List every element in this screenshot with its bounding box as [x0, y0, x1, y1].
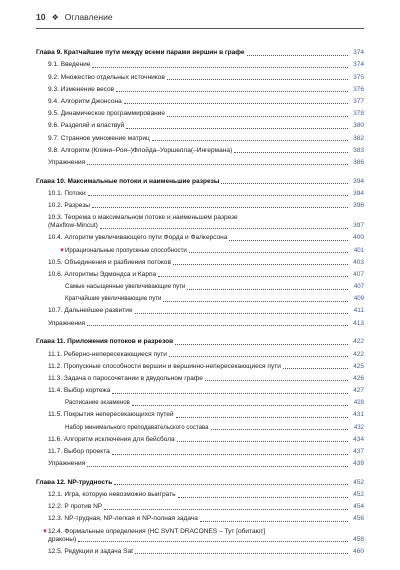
dot-leader — [189, 252, 348, 253]
toc-subentry[interactable] — [36, 419, 364, 431]
toc-entry-title: 10.1. Потоки — [48, 189, 86, 197]
toc-entry[interactable] — [36, 359, 364, 371]
dot-leader — [132, 405, 348, 406]
dot-leader — [247, 55, 348, 56]
toc-entry[interactable] — [36, 511, 364, 523]
toc-entry[interactable] — [36, 371, 364, 383]
toc-page-number: 426 — [353, 374, 364, 382]
toc-entry[interactable] — [36, 499, 364, 511]
toc-page-number: 456 — [353, 515, 364, 523]
header-page-number: 10 — [36, 12, 46, 22]
toc-entry-title: 10.4. Алгоритм увеличивающего пути Форда и Фалкерсона — [48, 234, 228, 242]
dot-leader — [177, 441, 348, 442]
toc-page-number: 375 — [353, 73, 364, 81]
toc-entry-title: Упражнения — [48, 460, 86, 468]
dot-leader — [88, 195, 348, 196]
chapter-title: Глава 10. Максимальные потоки и наименьшие разрезы — [36, 177, 220, 185]
toc-entry[interactable] — [36, 198, 364, 210]
toc-entry[interactable] — [36, 186, 364, 198]
toc-entry[interactable] — [36, 303, 364, 315]
toc-entry-title: 11.6. Алгоритм исключения для бейсбола — [48, 435, 175, 443]
toc-entry[interactable] — [36, 544, 364, 556]
dot-leader — [124, 103, 348, 104]
toc-entry-title: Набор минимального преподавательского состава — [65, 423, 209, 431]
dot-leader — [135, 313, 348, 314]
toc-entry-title: Иррациональные пропускные способности — [65, 246, 187, 254]
chapter-page-number: 394 — [353, 177, 364, 185]
dot-leader — [112, 454, 348, 455]
dot-leader — [200, 521, 348, 522]
toc-entry-title: Упражнения — [48, 158, 86, 166]
toc-page-number: 396 — [353, 201, 364, 209]
toc-entry-title: 10.3. Теорема о максимальном потоке и наименьшем разрезе — [48, 214, 238, 222]
toc-page-number: 380 — [353, 122, 364, 130]
header-separator: ❖ — [51, 13, 59, 22]
bookmark-triangle-icon: ▼ — [59, 247, 65, 254]
toc-page-number: 386 — [353, 158, 364, 166]
toc-entry[interactable] — [36, 444, 364, 456]
dot-leader — [221, 183, 348, 184]
toc-entry[interactable] — [36, 346, 364, 358]
dot-leader — [152, 140, 348, 141]
dot-leader — [135, 553, 348, 554]
toc-entry[interactable] — [36, 523, 364, 535]
toc-entry-title-continued: драконы) — [48, 535, 77, 543]
toc-entry-title: 12.1. Игра, которую невозможно выиграть — [48, 491, 176, 499]
toc-page-number: 397 — [353, 222, 364, 230]
toc-entry-title: 10.7. Дальнейшее развитие — [48, 307, 133, 315]
toc-subentry[interactable] — [36, 242, 364, 254]
toc-entry-title: 9.4. Алгоритм Джонсона — [48, 97, 122, 105]
toc-subentry[interactable] — [36, 395, 364, 407]
chapter-block — [36, 173, 364, 327]
toc-entry[interactable] — [36, 407, 364, 419]
toc-entry[interactable] — [36, 57, 364, 69]
toc-entry[interactable] — [36, 155, 364, 167]
dot-leader — [87, 325, 348, 326]
toc-page-number: 425 — [353, 362, 364, 370]
toc-page-number: 376 — [353, 85, 364, 93]
toc-page-number: 407 — [353, 283, 364, 291]
dot-leader — [92, 207, 348, 208]
chapter-page-number: 374 — [353, 49, 364, 57]
toc-entry-title: Упражнения — [48, 319, 86, 327]
dot-leader — [175, 344, 348, 345]
toc-page-number: 427 — [353, 387, 364, 395]
chapter-block — [36, 475, 364, 556]
toc-entry[interactable] — [36, 69, 364, 81]
toc-entry-title-continued: (Maxflow-Mincut) — [48, 222, 98, 230]
toc-page-number: 434 — [353, 435, 364, 443]
dot-leader — [78, 541, 348, 542]
toc-entry-title: 9.1. Введение — [48, 61, 91, 69]
dot-leader — [104, 509, 348, 510]
toc-page-number: 428 — [353, 399, 364, 407]
toc-entry[interactable] — [36, 94, 364, 106]
dot-leader — [92, 67, 348, 68]
toc-entry-title: 10.5. Объединения и разбиения потоков — [48, 258, 171, 266]
dot-leader — [116, 91, 348, 92]
toc-page-number: 407 — [353, 270, 364, 278]
toc-entry-title: Кратчайшие увеличивающие пути — [65, 295, 162, 303]
chapter-title: Глава 11. Приложения потоков и разрезов — [36, 338, 174, 346]
dot-leader — [178, 497, 349, 498]
toc-entry-title: 9.7. Странное умножение матриц — [48, 134, 150, 142]
toc-entry-continuation[interactable] — [36, 536, 364, 544]
toc-page-number: 432 — [353, 423, 364, 431]
toc-entry[interactable] — [36, 255, 364, 267]
toc-page-number: 400 — [353, 234, 364, 242]
dot-leader — [158, 276, 348, 277]
chapter-heading[interactable] — [36, 334, 364, 346]
chapter-page-number: 452 — [353, 478, 364, 486]
dot-leader — [87, 466, 348, 467]
toc-entry-title: 11.5. Покрытия непересекающихся путей — [48, 411, 174, 419]
dot-leader — [173, 264, 348, 265]
chapter-page-number: 422 — [353, 338, 364, 346]
dot-leader — [167, 79, 348, 80]
dot-leader — [87, 164, 348, 165]
toc-entry-title: 10.2. Разрезы — [48, 201, 90, 209]
toc-page-number: 439 — [353, 460, 364, 468]
toc-entry-title: Самые насыщенные увеличивающие пути — [65, 283, 186, 291]
toc-entry-title: 9.6. Разделяй и властвуй — [48, 122, 125, 130]
dot-leader — [234, 152, 348, 153]
toc-entry[interactable] — [36, 118, 364, 130]
table-of-contents — [36, 45, 364, 562]
toc-entry-title: 9.8. Алгоритм (Клини–Роя–)Флойда–Уоршелла(–Ингермана) — [48, 146, 233, 154]
toc-entry[interactable] — [36, 230, 364, 242]
toc-page-number: 403 — [353, 258, 364, 266]
toc-entry-title: 12.4. Формальные определения (НС SVNT DRACONES – Тут [обитают] — [48, 527, 266, 535]
toc-page-number: 374 — [353, 61, 364, 69]
dot-leader — [229, 240, 348, 241]
toc-entry[interactable] — [36, 130, 364, 142]
toc-page-number: 431 — [353, 411, 364, 419]
toc-entry-title: 9.2. Множество отдельных источников — [48, 73, 165, 81]
dot-leader — [283, 368, 348, 369]
toc-page-number: 452 — [353, 491, 364, 499]
toc-entry-title: 12.2. P против NP — [48, 503, 103, 511]
dot-leader — [112, 393, 348, 394]
toc-entry[interactable] — [36, 315, 364, 327]
toc-page-number: 411 — [353, 307, 364, 315]
toc-entry-title: 12.5. Редукции и задача Sat — [48, 547, 133, 555]
dot-leader — [187, 289, 348, 290]
toc-entry-title: Расписание экзаменов — [65, 399, 130, 407]
chapter-heading[interactable] — [36, 173, 364, 185]
header-title: Оглавление — [64, 12, 113, 22]
toc-entry-title: 10.6. Алгоритмы Эдмондса и Карпа — [48, 270, 157, 278]
toc-page-number: 378 — [353, 110, 364, 118]
chapter-block — [36, 334, 364, 468]
toc-page-number: 460 — [353, 547, 364, 555]
toc-entry-title: 12.3. NP-трудная, NP-легкая и NP-полная задача — [48, 515, 198, 523]
toc-entry-continuation[interactable] — [36, 222, 364, 230]
toc-entry[interactable] — [36, 82, 364, 94]
dot-leader — [100, 228, 348, 229]
dot-leader — [163, 301, 348, 302]
toc-page-number: 454 — [353, 503, 364, 511]
toc-entry[interactable] — [36, 267, 364, 279]
dot-leader — [167, 116, 348, 117]
toc-entry-title: 11.3. Задача о паросочетании в двудольном графе — [48, 374, 203, 382]
toc-entry[interactable] — [36, 456, 364, 468]
chapter-title: Глава 9. Кратчайшие пути между всеми парами вершин в графе — [36, 49, 245, 57]
toc-entry-title: 11.4. Выбор кортежа — [48, 387, 111, 395]
toc-page-number: 394 — [353, 189, 364, 197]
dot-leader — [169, 356, 348, 357]
toc-page-number: 382 — [353, 134, 364, 142]
toc-entry[interactable] — [36, 383, 364, 395]
toc-page-number: 383 — [353, 146, 364, 154]
toc-entry-title: 9.3. Изменение весов — [48, 85, 115, 93]
dot-leader — [205, 380, 348, 381]
toc-page-number: 377 — [353, 97, 364, 105]
toc-page-number: 401 — [353, 246, 364, 254]
running-header — [36, 12, 364, 29]
toc-entry[interactable] — [36, 143, 364, 155]
toc-entry-title: 11.7. Выбор проекта — [48, 448, 110, 455]
bookmark-triangle-icon: ▼ — [42, 528, 48, 535]
toc-entry[interactable] — [36, 106, 364, 118]
dot-leader — [176, 417, 348, 418]
toc-entry-title: 11.2. Пропускные способности вершин и вершинно-непересекающиеся пути — [48, 362, 281, 370]
toc-entry-title: 11.1. Реберно-непересекающиеся пути — [48, 350, 167, 358]
toc-page-number: 413 — [353, 319, 364, 327]
toc-entry-title: 9.5. Динамическое программирование — [48, 110, 166, 118]
toc-page-number: 437 — [353, 448, 364, 455]
toc-entry[interactable] — [36, 487, 364, 499]
toc-subentry[interactable] — [36, 279, 364, 291]
dot-leader — [211, 429, 348, 430]
dot-leader — [126, 128, 348, 129]
chapter-heading[interactable] — [36, 475, 364, 487]
toc-page-number: 409 — [353, 295, 364, 303]
toc-subentry[interactable] — [36, 291, 364, 303]
chapter-title: Глава 12. NP-трудность — [36, 478, 113, 486]
dot-leader — [114, 484, 348, 485]
toc-page-number: 458 — [353, 535, 364, 543]
chapter-block — [36, 45, 364, 167]
toc-entry[interactable] — [36, 432, 364, 444]
toc-page-number: 422 — [353, 350, 364, 358]
toc-entry[interactable] — [36, 210, 364, 222]
chapter-heading[interactable] — [36, 45, 364, 57]
